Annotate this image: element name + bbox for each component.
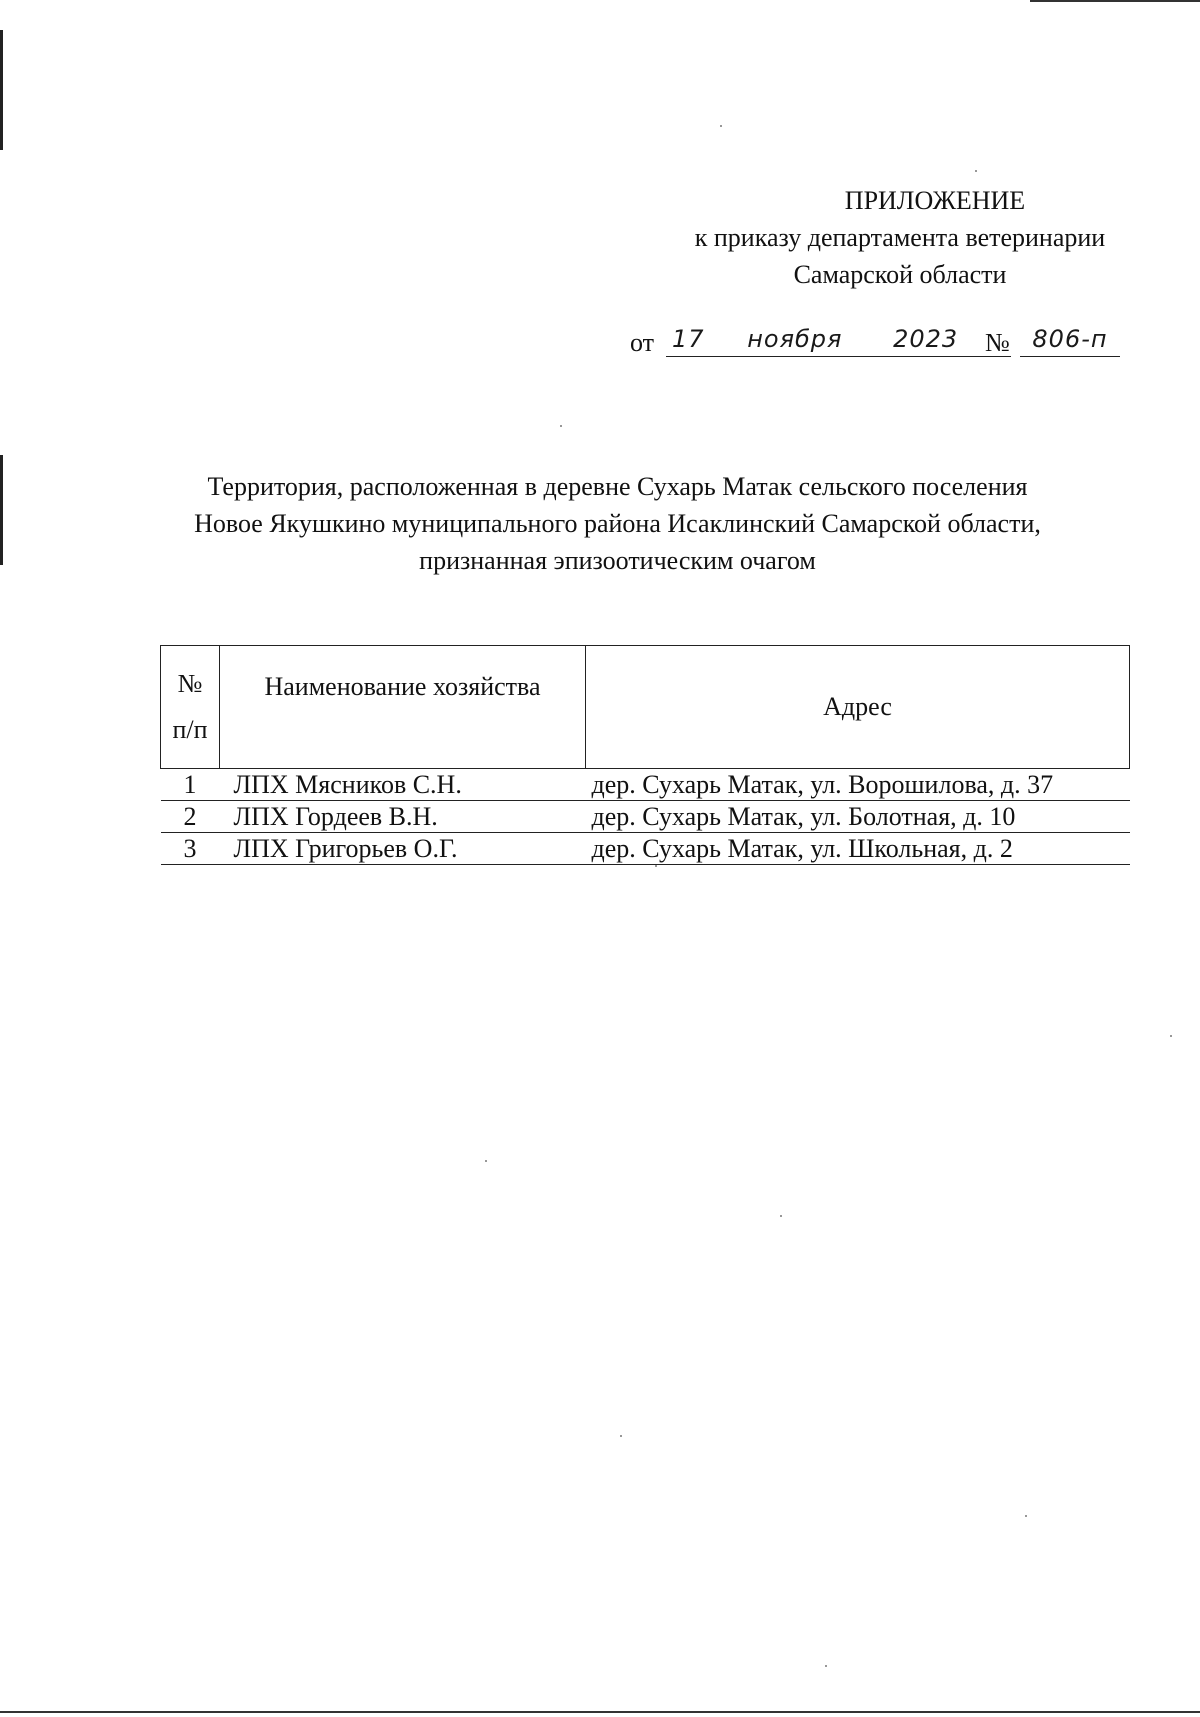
scan-speck <box>560 425 562 427</box>
farms-table <box>160 645 1130 865</box>
order-reference <box>630 322 1130 362</box>
order-date-field <box>666 322 1011 357</box>
document-title <box>150 468 1085 579</box>
scan-speck <box>720 125 722 127</box>
scan-speck <box>655 865 657 867</box>
order-from-label: от <box>630 328 655 357</box>
row-address: дер. Сухарь Матак, ул. Ворошилова, д. 37 <box>586 769 1130 801</box>
header-number: № п/п <box>161 646 220 769</box>
scan-speck <box>780 1215 782 1217</box>
table-header-row <box>161 646 1130 769</box>
scan-edge-mark <box>0 1711 1200 1713</box>
order-date-year: 2023 <box>893 325 959 353</box>
document-title-line: Новое Якушкино муниципального района Исаклинский Самарской области, <box>194 509 1041 538</box>
row-farm-name: ЛПХ Мясников С.Н. <box>220 769 586 801</box>
header-farm-name: Наименование хозяйства <box>220 646 586 769</box>
order-number-label: № <box>985 328 1010 357</box>
scan-speck <box>825 1665 827 1667</box>
scan-speck <box>1025 1515 1027 1517</box>
appendix-header <box>620 182 1180 293</box>
row-farm-name: ЛПХ Григорьев О.Г. <box>220 833 586 865</box>
order-date-day: 17 <box>672 325 705 353</box>
scan-edge-mark <box>1030 0 1200 2</box>
order-date-month: ноября <box>747 325 843 353</box>
row-number: 1 <box>161 769 220 801</box>
row-address: дер. Сухарь Матак, ул. Школьная, д. 2 <box>586 833 1130 865</box>
table-row <box>161 833 1130 865</box>
appendix-region: Самарской области <box>793 260 1007 289</box>
scan-speck <box>975 170 977 172</box>
row-number: 3 <box>161 833 220 865</box>
document-title-line: Территория, расположенная в деревне Сухарь Матак сельского поселения <box>207 472 1028 501</box>
row-number: 2 <box>161 801 220 833</box>
scan-speck <box>620 1435 622 1437</box>
header-address: Адрес <box>586 646 1130 769</box>
document-title-line: признанная эпизоотическим очагом <box>419 546 816 575</box>
scan-speck <box>1170 1035 1172 1037</box>
table-row <box>161 801 1130 833</box>
appendix-title: ПРИЛОЖЕНИЕ <box>844 186 1026 215</box>
scan-speck <box>485 1160 487 1162</box>
scan-edge-mark <box>0 30 3 150</box>
scan-edge-mark <box>0 455 3 565</box>
appendix-subtitle: к приказу департамента ветеринарии <box>694 223 1106 252</box>
row-farm-name: ЛПХ Гордеев В.Н. <box>220 801 586 833</box>
order-number-value: 806-п <box>1020 322 1120 357</box>
table-row <box>161 769 1130 801</box>
row-address: дер. Сухарь Матак, ул. Болотная, д. 10 <box>586 801 1130 833</box>
